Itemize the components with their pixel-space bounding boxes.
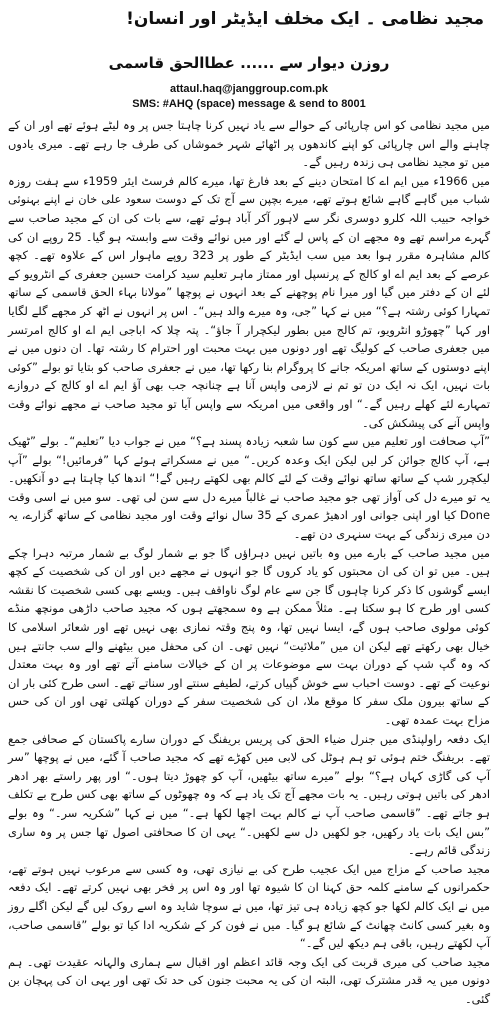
- paragraph: ایک دفعہ راولپنڈی میں جنرل ضیاء الحق کی پریس بریفنگ کے دوران سارے پاکستان کے صحافی جمع تھے۔ بریفنگ ختم ہوئی تو ہم ہوٹل کی لابی میں کھڑے تھے کہ مجید صاحب آ گئے، میں نے پوچھا ”سر آپ کی گاڑی کہاں ہے؟“ بولے ”میرے ساتھ بیٹھیں، آپ کو چھوڑ دیتا ہوں۔“ اور پھر راستے بھر ادھر ادھر کی باتیں ہوتی رہیں۔ یہ بات مجھے آج تک یاد ہے کہ وہ چھوٹوں کے ساتھ بھی کس طرح بے تکلف ہو جاتے تھے۔ ”قاسمی صاحب آپ نے کالم بہت اچھا لکھا ہے۔“ میں نے کہا ”شکریہ سر۔“ وہ بولے ”بس ایک بات یاد رکھیں، جو لکھیں دل سے لکھیں۔“ یہی ان کا صحافتی اصول تھا جس پر وہ ساری زندگی قائم رہے۔: [8, 731, 490, 858]
- paragraph: ”آپ صحافت اور تعلیم میں سے کون سا شعبہ زیادہ پسند ہے؟“ میں نے جواب دیا ”تعلیم“۔ بولے ”ٹھیک ہے، آپ کالج جوائن کر لیں لیکن ایک وعدہ کریں۔“ میں نے مسکراتے ہوئے کہا ”فرمائیں!“ بولے ”آپ لیکچرر شپ کے ساتھ ساتھ نوائے وقت کے لئے کالم بھی لکھتے رہیں گے!“ اندھا کیا چاہتا ہے دو آنکھیں۔ یہ تو میرے دل کی آواز تھی جو مجید صاحب نے غالباً میرے دل سے سن لی تھی۔ سو میں نے اسی وقت Done کیا اور اپنی جوانی اور ادھیڑ عمری کے 35 سال نوائے وقت اور مجید نظامی کے ساتھ گزارے، یہ دن میری زندگی کے بہت سنہری دن تھے۔: [8, 434, 490, 542]
- paragraph: میں 1966ء میں ایم اے کا امتحان دینے کے بعد فارغ تھا، میرے کالم فرسٹ ایئر 1959ء سے ہفت روزہ شباب میں گاہے گاہے شائع ہوتے تھے، میرے بچپن سے آج تک کے دوست سعود علی خان نے اپنے بہنوئی خواجہ حبیب اللہ کلرو دوسری نگر سے لاہور آکر آباد ہوئے تھے، سے بات کی ان کے مجید صاحب سے گہرے مراسم تھے وہ مجھے ان کے پاس لے گئے اور میں نوائے وقت سے وابستہ ہو گیا۔ 25 روپے ان کی کالم مشاہرہ مقرر ہوا بعد میں سب ایڈیٹر کے طور پر 323 روپے ماہوار اس کے علاوہ تھے۔ کچھ عرصے کے بعد ایم اے او کالج کے پرنسپل اور ممتاز ماہر تعلیم سید کرامت حسین جعفری کے انٹرویو کے لئے ان کے دفتر میں گیا اور میرا نام پوچھنے کے بعد انہوں نے پوچھا ”مولانا بہاء الحق قاسمی کے ساتھ تمہارا کوئی رشتہ ہے؟“ میں نے کہا ”جی، وہ میرے والد ہیں“۔ اس پر انہوں نے اٹھ کر مجھے گلے لگایا اور کہا ”چھوڑو انٹرویو، تم کالج میں بطور لیکچرار آ جاؤ“۔ پتہ چلا کہ اباجی ایم اے او کالج امرتسر میں جعفری صاحب کے کولیگ تھے اور دونوں میں بہت محبت اور احترام کا رشتہ تھا۔ ان دنوں میں نے اپنے دوستوں کے ساتھ امریکہ جانے کا پروگرام بنا رکھا تھا، میں نے جعفری صاحب کو بتایا تو بولے ”کوئی بات نہیں، ایک نہ ایک دن تو تم نے لازمی واپس آنا ہے چنانچہ جب بھی آؤ ایم اے او کالج کے دروازے تمہارے لئے کھلے رہیں گے۔“ اور واقعی میں امریکہ سے واپس آیا تو مجید صاحب نے مجھے نوائے وقت واپس آنے کی پیشکش کی۔: [8, 173, 491, 430]
- author-email[interactable]: attaul.haq@janggroup.com.pk: [169, 83, 328, 95]
- paragraph: میں مجید نظامی کو اس چارپائی کے حوالے سے یاد نہیں کرنا چاہتا جس پر وہ لیٹے ہوئے تھے اور ان کے چاہنے والے اس چارپائی کو اپنے کاندھوں پر اٹھائے شہر خموشاں کی طرف جا رہے تھے۔ میری یادوں میں تو مجید نظامی ہی زندہ رہیں گے۔: [8, 118, 490, 170]
- column-byline: روزن دیوار سے ...... عطاالحق قاسمی: [108, 54, 390, 72]
- paragraph: مجید صاحب کے مزاج میں ایک عجیب طرح کی بے نیازی تھی، وہ کسی سے مرعوب نہیں ہوتے تھے، حکمرانوں کے سامنے کلمہ حق کہنا ان کا شیوہ تھا اور وہ اس پر فخر بھی نہیں کرتے تھے۔ ایک دفعہ میں نے ایک کالم لکھا جو کچھ زیادہ ہی تیز تھا، میں نے سوچا شاید وہ اسے روک لیں گے لیکن اگلے روز وہ بغیر کسی کانٹ چھانٹ کے شائع ہو گیا۔ میں نے فون کر کے شکریہ ادا کیا تو بولے ”قاسمی صاحب، آپ لکھتے رہیں، باقی ہم دیکھ لیں گے۔“: [8, 861, 490, 951]
- article-body: [7, 116, 491, 1006]
- paragraph: مجید صاحب کی میری قربت کی ایک وجہ قائد اعظم اور اقبال سے ہماری والہانہ عقیدت تھی۔ ہم دونوں میں یہ قدر مشترک تھی، البتہ ان کی یہ محبت جنون کی حد تک تھی اور یہی ان کی پہچان بن گئی۔: [8, 954, 490, 1006]
- paragraph: میں مجید صاحب کے بارے میں وہ باتیں نہیں دہراؤں گا جو بے شمار لوگ بے شمار مرتبہ دہرا چکے ہیں۔ میں تو ان کی ان محبتوں کو یاد کروں گا جو انہوں نے مجھے دیں اور ان کی شخصیت کے کچھ ایسے گوشوں کا ذکر کرنا چاہوں گا جن سے عام لوگ ناواقف ہیں۔ ویسے بھی کسی شخصیت کا نقشہ کسی اور طرح کا ہو سکتا ہے۔ مثلاً ممکن ہے وہ سمجھتے ہوں کہ مجید صاحب داڑھی مونچھ منڈے کوئی مولوی صاحب ہوں گے، ایسا نہیں تھا، وہ پنج وقتہ نمازی بھی نہیں تھے اور شعائر اسلامی کا خیال بھی رکھتے تھے لیکن ان میں ”ملائیت“ نہیں تھی۔ ان کی محفل میں بیٹھنے والے سب جانتے ہیں کہ وہ گپ شپ کے دوران بہت سے موضوعات پر ان کے خیالات سامنے آتے تھے اور وہ بہت معتدل نوعیت کے تھے۔ دوست احباب سے خوش گپیاں کرتے، لطیفے سنتے اور سناتے تھے۔ اسی طرح کئی بار ان کے ساتھ بیرون ملک سفر کا موقع ملا، ان کی شخصیت سفر کے دوران کھلتی تھی اور ان کی حس مزاح بہت عمدہ تھی۔: [7, 545, 490, 727]
- sms-info: SMS: #AHQ (space) message & send to 8001: [132, 98, 366, 110]
- article-title: مجید نظامی ۔ ایک مخلف ایڈیٹر اور انسان!: [126, 9, 484, 29]
